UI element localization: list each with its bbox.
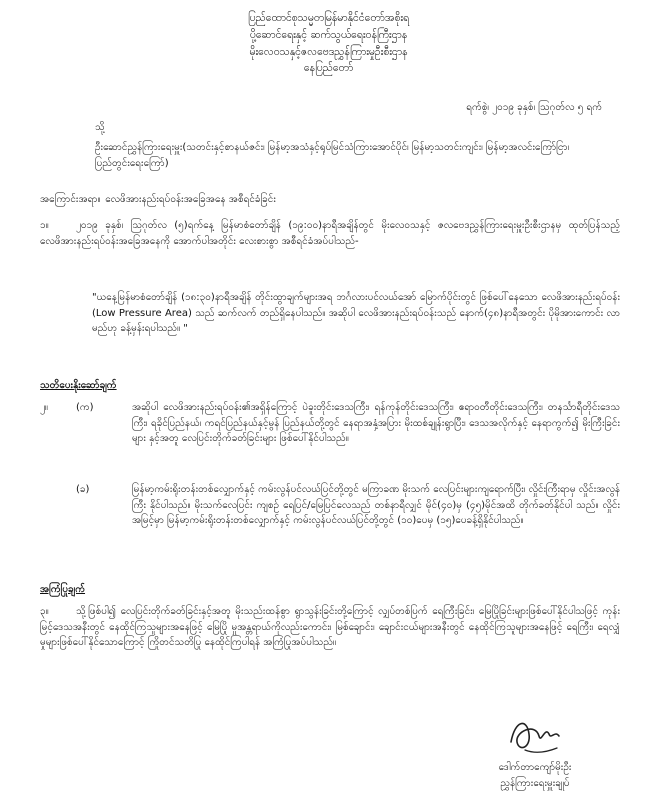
paragraph-3 (40, 604, 620, 651)
warning-item-b (40, 482, 620, 529)
warning-item-a-label: (က) (76, 402, 94, 413)
warning-item-b-label: (ခ) (76, 484, 90, 495)
letter-date: ရက်စွဲ၊ ၂၀၁၉ ခုနှစ်၊ ဩဂုတ်လ ၅ ရက် (466, 102, 602, 113)
subject-text: လေဖိအားနည်းရပ်ဝန်းအခြေအနေ အစီရင်ခံခြင်း (105, 194, 276, 205)
subject-line (40, 192, 620, 208)
letterhead-line-4: နေပြည်တော် (303, 62, 354, 75)
signatory-name: ဒေါက်တာကျော်မိုးဦး (498, 762, 572, 773)
warning-item-a-text: အဆိုပါ လေဖိအားနည်းရပ်ဝန်း၏အရှိန်ကြောင့် ပဲခူးတိုင်းဒေသကြီး၊ ရန်ကုန်တိုင်းဒေသကြီး၊ ဧရာဝတီတိုင်းဒေသကြီး၊ တနင်္သာရီတိုင်းဒေသကြီး၊ ရခိုင်ပြည်နယ်၊ ကရင်ပြည်နယ်နှင့်မွန် ပြည်နယ်တို့တွင် နေရာအနှံ့အပြား မိုးထစ်ချုန်းရွာပြီး၊ ဒေသအလိုက်နှင့် နေရာကွက်၍ မိုးကြီးခြင်းများ နှင့်အတူ လေပြင်းတိုက်ခတ်ခြင်းများ ဖြစ်ပေါ်နိုင်ပါသည်။ (132, 402, 620, 444)
paragraph-3-text: သို့ဖြစ်ပါ၍ လေပြင်းတိုက်ခတ်ခြင်းနှင့်အတူ မိုးသည်းထန်စွာ ရွာသွန်းခြင်းတို့ကြောင့် လျှပ်တစ်ပြက် ရေကြီးခြင်း၊ မြေပြိုခြင်းများဖြစ်ပေါ်နိုင်ပါသဖြင့် ကုန်းမြင့်ဒေသအနီးတွင် နေထိုင်ကြသူများအနေဖြင့် မြေပြို မှုအန္တရာယ်ကိုလည်းကောင်း၊ မြစ်ချောင်း၊ ချောင်းငယ်များအနီးတွင် နေထိုင်ကြသူများအနေဖြင့် ရေကြီး၊ ရေလျှံ မှုများဖြစ်ပေါ်နိုင်သောကြောင့် ကြိုတင်သတိပြု နေထိုင်ကြပါရန် အကြံပြုအပ်ပါသည်။ (40, 606, 620, 648)
paragraph-3-number: ၃။ (40, 606, 49, 617)
letterhead-line-2: ပို့ဆောင်ရေးနှင့် ဆက်သွယ်ရေးဝန်ကြီးဌာန (249, 28, 408, 41)
paragraph-1-number: ၁။ (40, 220, 49, 231)
handwritten-signature (505, 712, 565, 758)
signatory-title: ညွှန်ကြားရေးမှူးချုပ် (500, 777, 570, 789)
paragraph-1-text: ၂၀၁၉ ခုနှစ်၊ ဩဂုတ်လ (၅)ရက်နေ့ မြန်မာစံတော်ချိန် (၁၉:၀၀)နာရီအချိန်တွင် မိုးလေဝသနှင့် ဇလဗေဒညွှန်ကြားရေးမှူးဦးစီးဌာနမှ ထုတ်ပြန်သည့် လေဖိအားနည်းရပ်ဝန်းအခြေအနေကို အောက်ပါအတိုင်း လေးစားစွာ အစီရင်ခံအပ်ပါသည်- (40, 220, 620, 247)
letterhead (0, 10, 657, 77)
paragraph-1 (40, 218, 620, 249)
advice-section-title: အကြံပြုချက် (40, 584, 86, 595)
subject-label: အကြောင်းအရာ။ (40, 194, 101, 205)
to-label: သို့ (95, 122, 105, 133)
recipients: ဦးဆောင်ညွှန်ကြားရေးမှူး(သတင်းနှင့်စာနယ်ဇင်း၊ မြန်မာ့အသံနှင့်ရုပ်မြင်သံကြားအောင်ပိုင်၊ မြန်မာ့သတင်းကျင်း၊ မြန်မာ့အလင်းကြော်ငြာ၊ ပြည်တွင်းရေးကြော်) (95, 142, 570, 169)
forecast-quote: "ယနေ့မြန်မာစံတော်ချိန် (၁၈:၃၀)နာရီအချိန် တိုင်းထွာချက်များအရ ဘင်္ဂလားပင်လယ်အော် မြောက်ပိုင်းတွင် ဖြစ်ပေါ်နေသော လေဖိအားနည်းရပ်ဝန်း (Low Pressure Area) သည် ဆက်လက် တည်ရှိနေပါသည်။ အဆိုပါ လေဖိအားနည်းရပ်ဝန်းသည် နောက်(၄၈)နာရီအတွင်း ပိုမိုအားကောင်း လာမည်ဟု ခန့်မှန်းရပါသည်။ " (92, 292, 620, 334)
warning-section-title: သတိပေးနိုးဆော်ချက် (40, 380, 117, 391)
warning-item-a (40, 400, 620, 447)
signature-block (455, 712, 615, 791)
warning-item-b-text: မြန်မာ့ကမ်းရိုးတန်းတစ်လျှောက်နှင့် ကမ်းလွန်ပင်လယ်ပြင်တို့တွင် မကြာခဏ မိုးသက် လေပြင်းများကျရောက်ပြီး၊ လှိုင်းကြီးရာမှ လှိုင်းအလွန်ကြီး နိုင်ပါသည်။ မိုးသက်လေပြင်း ကျစဉ် ရေပြင်/မြေပြင်လေသည် တစ်နာရီလျှင် မိုင်(၄၀)မှ (၄၅)မိုင်အထိ တိုက်ခတ်နိုင်ပါ သည်။ လှိုင်းအမြင့်မှာ မြန်မာ့ကမ်းရိုးတန်းတစ်လျှောက်နှင့် ကမ်းလွန်ပင်လယ်ပြင်တို့တွင် (၁၀)ပေမှ (၁၅)ပေခန့်ရှိနိုင်ပါသည်။ (132, 484, 620, 526)
warning-item-number: ၂။ (40, 402, 48, 413)
letterhead-line-1: ပြည်ထောင်စုသမ္မတမြန်မာနိုင်ငံတော်အစိုးရ (247, 12, 410, 24)
letterhead-line-3: မိုးလေဝသနှင့်ဇလဗေဒညွှန်ကြားမှုဦးစီးဌာန (249, 45, 408, 58)
